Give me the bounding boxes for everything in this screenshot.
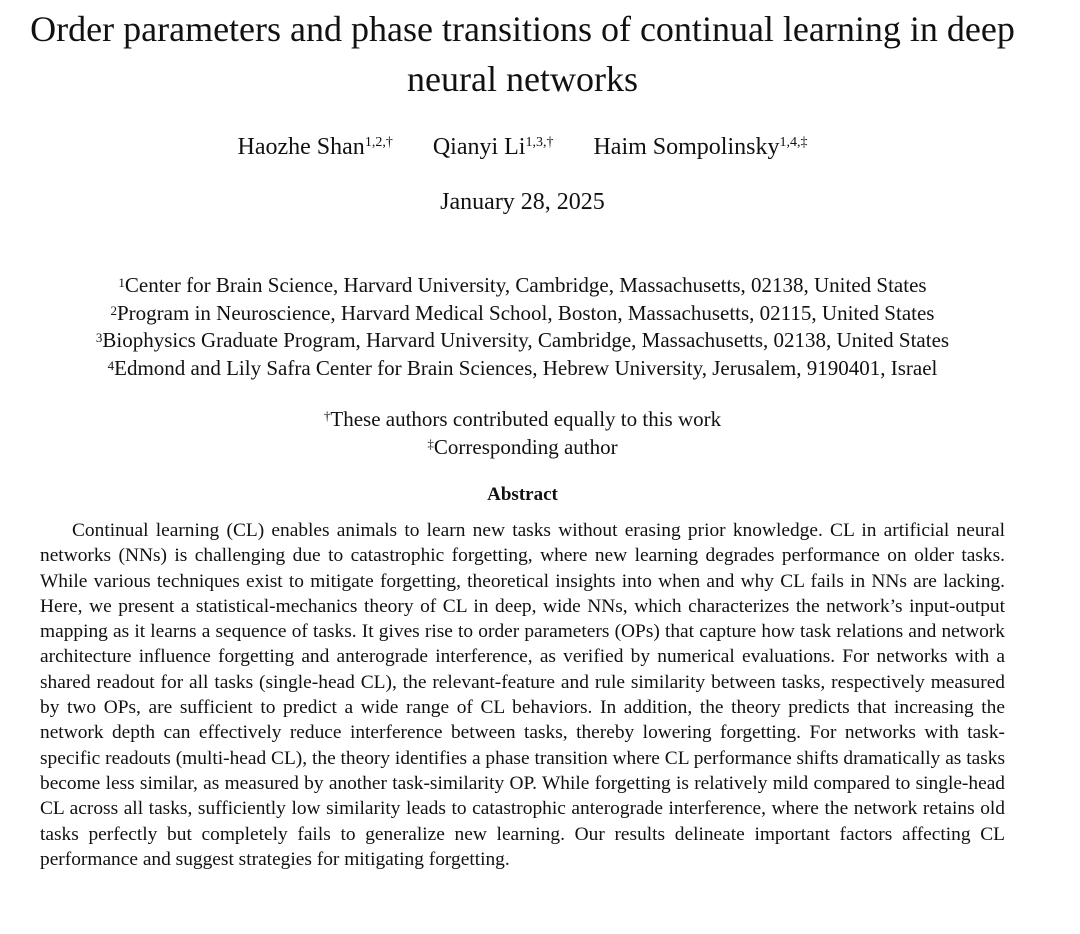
- abstract-heading: Abstract: [487, 484, 558, 505]
- affiliation: [0, 355, 1045, 383]
- paper-title: Order parameters and phase transitions of continual learning in deep neural networks: [30, 9, 1015, 99]
- author-marks: 1,4,‡: [779, 135, 808, 150]
- author: [238, 130, 393, 164]
- author: [433, 130, 554, 164]
- affiliation-text: Edmond and Lily Safra Center for Brain Sciences, Hebrew University, Jerusalem, 9190401, Israel: [114, 355, 938, 380]
- affiliation-text: Center for Brain Science, Harvard University, Cambridge, Massachusetts, 02138, United States: [124, 273, 927, 297]
- author: [593, 130, 807, 164]
- author-notes: [0, 405, 1045, 461]
- affiliation-mark: 4: [107, 357, 115, 373]
- author-marks: 1,2,†: [364, 135, 393, 150]
- affiliation: [0, 272, 1045, 300]
- note-text: Corresponding author: [433, 435, 618, 459]
- abstract-body: Continual learning (CL) enables animals to learn new tasks without erasing prior knowledge. CL in artificial neural networks (NNs) is challenging due to catastrophic forgetting, where new learning degrades performance on older tasks. While various techniques exist to mitigate forgetting, theoretical insights into when and why CL fails in NNs are lacking. Here, we present a statistical-mechanics theory of CL in deep, wide NNs, which characterizes the network’s input-output mapping as it learns a sequence of tasks. It gives rise to order parameters (OPs) that capture how task relations and network architecture influence forgetting and anterograde interference, as verified by numerical evaluations. For networks with a shared readout for all tasks (single-head CL), the relevant-feature and rule similarity between tasks, respectively measured by two OPs, are sufficient to predict a wide range of CL behaviors. In addition, the theory predicts that increasing the network depth can effectively reduce interference between tasks, thereby lowering forgetting. For networks with task-specific readouts (multi-head CL), the theory identifies a phase transition where CL performance shifts dramatically as tasks become less similar, as measured by another task-similarity OP. While forgetting is relatively mild compared to single-head CL across all tasks, sufficiently low similarity leads to catastrophic anterograde interference, where the network retains old tasks perfectly but completely fails to generalize new learning. Our results delineate important factors affecting CL performance and suggest strategies for mitigating forgetting.: [40, 520, 1005, 870]
- author-name: Haim Sompolinsky: [593, 134, 780, 160]
- author-marks: 1,3,†: [525, 135, 554, 150]
- note-mark: ‡: [427, 436, 434, 451]
- author-name: Qianyi Li: [432, 134, 526, 160]
- affiliation-mark: 1: [118, 275, 125, 290]
- paper-date: January 28, 2025: [440, 189, 605, 215]
- affiliation-text: Biophysics Graduate Program, Harvard University, Cambridge, Massachusetts, 02138, United States: [102, 328, 950, 352]
- affiliation: [0, 300, 1045, 328]
- author-note: [0, 433, 1045, 461]
- affiliation-mark: 3: [95, 330, 103, 345]
- author-note: [0, 405, 1045, 433]
- affiliation-mark: 2: [110, 302, 117, 318]
- affiliation-text: Program in Neuroscience, Harvard Medical School, Boston, Massachusetts, 02115, United States: [117, 300, 935, 325]
- affiliation: [0, 327, 1045, 355]
- author-list: [0, 130, 1045, 164]
- note-text: These authors contributed equally to this work: [330, 407, 722, 431]
- affiliation-list: [0, 272, 1045, 382]
- author-name: Haozhe Shan: [237, 134, 365, 160]
- note-mark: †: [323, 408, 331, 423]
